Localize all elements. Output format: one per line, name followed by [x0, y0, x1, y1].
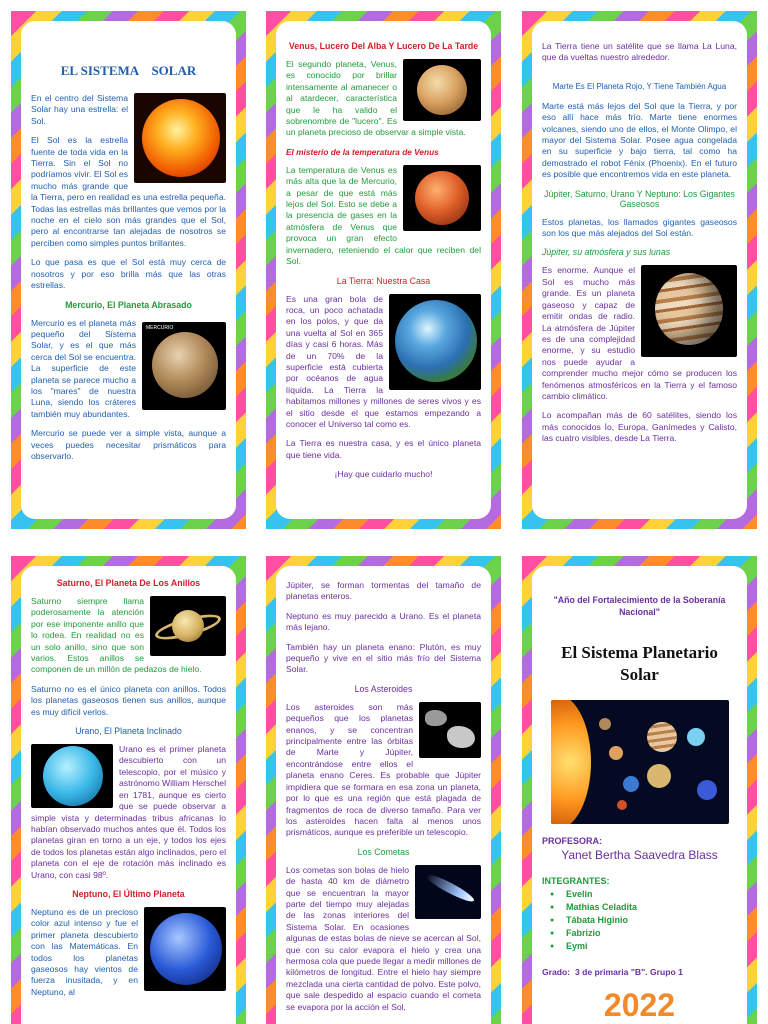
comet-icon: [424, 871, 476, 905]
paragraph: El segundo planeta, Venus, es conocido por brillar intensamente al amanecer o al atardecer, característica que le ha valido el sobrenombre de "lucero". Es un planeta precioso de observar a simple vista.: [286, 59, 466, 138]
list-item: ● Evelin: [566, 888, 737, 901]
planet-icon: [617, 800, 627, 810]
profesora-name: Yanet Bertha Saavedra Blass: [561, 848, 718, 862]
panel-content: [21, 21, 236, 519]
paragraph: Neptuno es muy parecido a Urano. Es el planeta más lejano.: [286, 610, 481, 633]
year: 2022: [603, 987, 676, 1023]
heading-venus: Venus, Lucero Del Alba Y Lucero De La Tarde: [288, 41, 479, 51]
paragraph: El Sol es la estrella fuente de toda vida en la Tierra. Sin el Sol no podríamos vivir. El Sol es mucho más grande que la Tierra, pero en realidad es una estrella pequeña. Todas las estrellas más brillantes que vemos por la noche en el cielo son más grandes que el Sol, pero al encontrarse tan alejadas de nosotros se perciben como simples puntos brillantes.: [31, 135, 226, 248]
panel-portada: [522, 556, 757, 1024]
paragraph: Lo que pasa es que el Sol está muy cerca de nosotros y por eso brilla más que las otras estrellas.: [31, 257, 226, 291]
venus-image: [403, 59, 481, 121]
heading-asteroides: Los Asteroides: [354, 683, 413, 694]
panel-sistema-solar: [11, 11, 246, 529]
paragraph: Urano es el primer planeta descubierto con un telescopio, por el músico y astrónomo William Herschel en 1781, aunque es cierto que se puede observar a simple vista y determinadas tribus africanas lo habían observado muchos antes que él. Todos los planetas giran en torno a un eje, y todos los ejes de todos los planetas están algo inclinados, pero el planeta con el eje de rotación más inclinado es Urano, con casi 98º.: [31, 744, 226, 880]
sun-icon: [142, 99, 220, 177]
planet-icon: [687, 728, 705, 746]
asteroid-icon: [425, 710, 447, 726]
heading-jupiter: Júpiter, su atmósfera y sus lunas: [542, 247, 671, 258]
paragraph: La Tierra tiene un satélite que se llama La Luna, que da vueltas nuestro alrededor.: [542, 41, 737, 63]
paragraph: También hay un planeta enano: Plutón, es muy pequeño y vive en el sitio más frío del Sistema Solar.: [286, 641, 481, 675]
list-item: ● Fabrizio: [566, 927, 737, 940]
mercury-caption: MERCURIO: [146, 324, 174, 331]
panel-saturno-urano: [11, 556, 246, 1024]
paragraph: Mercurio es el planeta más pequeño del Sistema Solar, y es el que más cerca del Sol se encuentra. La superficie de este planeta se parece mucho a los "mares" de nuestra Luna, siendo los cráteres también muy abundantes.: [31, 317, 136, 419]
cover-title: El Sistema Planetario Solar: [561, 643, 718, 684]
paragraph: Es una gran bola de roca, un poco achatada en los polos, y que da una vuelta al Sol en 365 días y casi 6 horas. Más de un 70% de la superficie está cubierta por océanos de agua líquida. La Tierra la habitamos millones y millones de seres vivos y es el sitio desde el que estamos empezando a conocer el Universo tal como es.: [286, 293, 481, 429]
paragraph: Marte está más lejos del Sol que la Tierra, y por eso allí hace más frío. Marte tiene enormes volcanes, siendo uno de ellos, el Monte Olimpo, el mayor del Sistema Solar. Posee agua congelada en su superficie y bajo tierra, tal como ha demostrado el robot Fénix (Phoenix). En el futuro es posible que encontremos vida en este planeta.: [542, 100, 737, 180]
uranus-icon: [43, 746, 103, 806]
paragraph: La temperatura de Venus es más alta que la de Mercurio, a pesar de que está más lejos del Sol. Esto se debe a la presencia de gases en la atmósfera de Venus que provoca un gran efecto invernadero, reteniendo el calor que reciben del Sol.: [286, 164, 481, 267]
saturn-image: [150, 596, 226, 656]
neptune-icon: [150, 913, 222, 985]
paragraph: Saturno siempre llama poderosamente la atención por ese imponente anillo que lo rodea. En realidad no es un solo anillo, sino que son varios. Estos anillos se componen de un millón de pedazos de hielo.: [31, 596, 202, 675]
asteroids-image: [419, 702, 481, 758]
planet-icon: [623, 776, 639, 792]
profesora-label: PROFESORA:: [542, 836, 603, 846]
planet-icon: [697, 780, 717, 800]
paragraph: Es enorme. Aunque el Sol es mucho más grande. Es un planeta gaseoso y capaz de emitir ondas de radio. La atmósfera de Júpiter es de una complejidad enorme, y su estudio nos puede ayudar a comprender mucho mejor cómo se producen los fenómenos atmosféricos en la Tierra y el famoso cambio climático.: [542, 265, 737, 401]
panel-marte-jupiter: [522, 11, 757, 529]
panel-content: [532, 566, 747, 1024]
sun-icon: [551, 700, 591, 824]
earth-icon: [395, 300, 477, 382]
planet-icon: [599, 718, 611, 730]
neptune-image: [144, 907, 226, 991]
mercury-image: [142, 322, 226, 410]
heading-urano: Urano, El Planeta Inclinado: [75, 726, 182, 737]
integrantes-label: INTEGRANTES:: [542, 876, 610, 886]
motto: "Año del Fortalecimiento de la Soberanía Nacional": [553, 595, 726, 617]
paragraph: En el centro del Sistema Solar hay una estrella: el Sol.: [31, 93, 128, 126]
asteroid-icon: [447, 726, 475, 748]
paragraph: Júpiter, se forman tormentas del tamaño de planetas enteros.: [286, 580, 481, 602]
earth-image: [389, 294, 481, 390]
grado: Grado: 3 de primaria "B". Grupo 1: [542, 967, 683, 977]
heading-neptuno: Neptuno, El Último Planeta: [72, 888, 185, 899]
paragraph: Estos planetas, los llamados gigantes gaseosos son los que más alejados del Sol están.: [542, 216, 737, 239]
saturn-icon: [172, 610, 204, 642]
heading-gigantes: Júpiter, Saturno, Urano Y Neptuno: Los Gigantes Gaseosos: [544, 188, 735, 209]
panel-content: [276, 21, 491, 519]
panel-content: [276, 566, 491, 1024]
heading-mercurio: Mercurio, El Planeta Abrasado: [65, 299, 192, 310]
integrantes-list: [542, 888, 737, 953]
list-item: ● Mathias Celadita: [566, 901, 737, 914]
list-item: ● Tábata Higinio: [566, 914, 737, 927]
planet-icon: [647, 722, 677, 752]
venus-surface-image: [403, 165, 481, 231]
jupiter-icon: [655, 273, 723, 345]
heading-marte: Marte Es El Planeta Rojo, Y Tiene También Agua: [552, 81, 727, 91]
mercury-icon: [152, 332, 218, 398]
sun-image: [134, 93, 226, 183]
paragraph: Saturno no es el único planeta con anillos. Todos los planetas gaseosos tienen sus anillos, aunque es muy difícil verlos.: [31, 683, 226, 717]
heading-tierra: La Tierra: Nuestra Casa: [336, 275, 431, 286]
paragraph: Mercurio se puede ver a simple vista, aunque a veces puedes necesitar prismáticos para observarlo.: [31, 428, 226, 461]
list-item: ● Eymi: [566, 940, 737, 953]
panel-asteroides-cometas: [266, 556, 501, 1024]
paragraph: Neptuno es de un precioso color azul intenso y fue el primer planeta descubierto con las Matemáticas. En todos los planetas gaseosos hay vientos de fuerza inusitada, y en Neptuno, al: [31, 906, 138, 997]
jupiter-image: [641, 265, 737, 357]
planet-icon: [647, 764, 671, 788]
planet-icon: [609, 746, 623, 760]
paragraph: ¡Hay que cuidarlo mucho!: [334, 469, 433, 480]
panel-title: EL SISTEMA SOLAR: [60, 63, 197, 78]
paragraph: Lo acompañan más de 60 satélites, siendo los más conocidos Ío, Europa, Ganímedes y Calisto, las cuatro visibles, desde La Tierra.: [542, 410, 737, 444]
paragraph: Los cometas son bolas de hielo de hasta 40 km de diámetro que se encuentran la mayor parte del tiempo muy alejadas de las zonas interiores del Sistema Solar. En ocasiones algunas de estas bolas de nieve se acercan al Sol, que con su calor evapora el hielo y crea una hermosa cola que puede llegar a medir millones de kilómetros de longitud. Entre el hielo hay siempre mezclada una cierta cantidad de polvo. Este polvo, que sale despedido al espacio cuando el cometa se evapora por la acción el Sol,: [286, 864, 481, 1012]
paragraph: La Tierra es nuestra casa, y es el único planeta que tiene vida.: [286, 438, 481, 460]
panel-content: [532, 21, 747, 519]
panel-content: [21, 566, 236, 1024]
heading-saturno: Saturno, El Planeta De Los Anillos: [56, 578, 201, 588]
venus-icon: [415, 171, 469, 225]
panel-venus-tierra: [266, 11, 501, 529]
heading-cometas: Los Cometas: [357, 846, 410, 857]
solar-system-image: [551, 700, 729, 824]
venus-icon: [417, 65, 467, 115]
comet-image: [415, 865, 481, 919]
paragraph: Los asteroides son más pequeños que los planetas enanos, y se concentran principalmente entre las órbitas de Marte y Júpiter, encontrándose entre ellos el planeta enano Ceres. Es probable que Júpiter impidiera que se formara en esa zona un planeta, por lo que es una región que está plagada de fragmentos de roca de diverso tamaño. Para ver los asteroides hacen falta al menos unos prismáticos, aunque es preferible un telescopio.: [286, 701, 481, 838]
heading-misterio: El misterio de la temperatura de Venus: [286, 146, 439, 157]
uranus-image: [31, 744, 113, 808]
